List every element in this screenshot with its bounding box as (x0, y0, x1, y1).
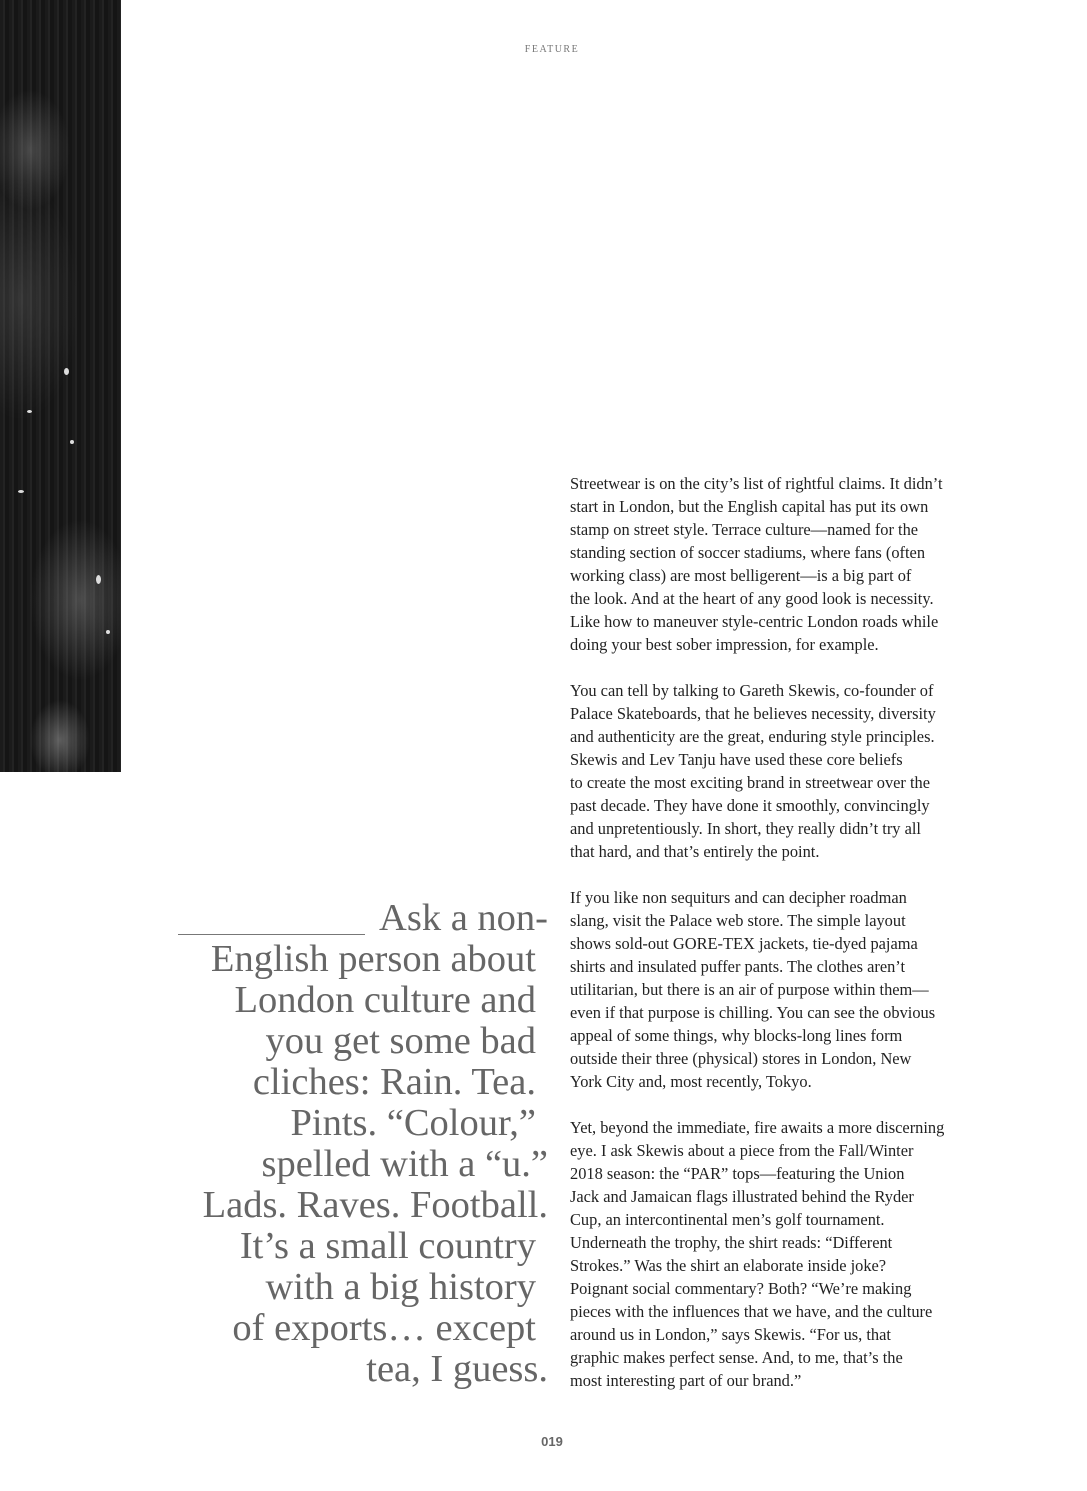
text-line: outside their three (physical) stores in London, New (570, 1049, 912, 1068)
text-line: York City and, most recently, Tokyo. (570, 1072, 812, 1091)
text-line: eye. I ask Skewis about a piece from the Fall/Winter (570, 1141, 914, 1160)
text-line: slang, visit the Palace web store. The simple layout (570, 911, 906, 930)
text-line: working class) are most belligerent—is a big part of (570, 566, 912, 585)
paragraph (570, 1116, 990, 1392)
pull-quote-line: London culture and (234, 979, 536, 1021)
text-line: Underneath the trophy, the shirt reads: “Different (570, 1233, 893, 1252)
text-line: that hard, and that’s entirely the point. (570, 842, 820, 861)
text-line: Cup, an intercontinental men’s golf tournament. (570, 1210, 885, 1229)
text-line: Poignant social commentary? Both? “We’re making (570, 1279, 912, 1298)
paragraph (570, 886, 990, 1093)
pull-quote-line: of exports… except (232, 1307, 536, 1349)
text-line: Like how to maneuver style-centric London roads while (570, 612, 939, 631)
section-label: FEATURE (524, 44, 580, 55)
paragraph (570, 679, 990, 863)
pull-quote-line: It’s a small country (239, 1225, 536, 1267)
pull-quote-line: spelled with a “u.” (261, 1143, 548, 1185)
pull-quote-line: Ask a non- (379, 897, 548, 939)
text-line: stamp on street style. Terrace culture—named for the (570, 520, 919, 539)
text-line: Yet, beyond the immediate, fire awaits a more discerning (570, 1118, 945, 1137)
text-line: Palace Skateboards, that he believes necessity, diversity (570, 704, 936, 723)
text-line: appeal of some things, why blocks-long lines form (570, 1026, 903, 1045)
text-line: pieces with the influences that we have, and the culture (570, 1302, 933, 1321)
text-line: 2018 season: the “PAR” tops—featuring the Union (570, 1164, 905, 1183)
article-body (570, 472, 990, 1415)
text-line: start in London, but the English capital has put its own (570, 497, 929, 516)
pull-quote-line: Lads. Raves. Football. (202, 1184, 548, 1226)
pull-quote-line: English person about (210, 938, 536, 980)
pull-quote (170, 898, 548, 1390)
text-line: Streetwear is on the city’s list of rightful claims. It didn’t (570, 474, 943, 493)
text-line: most interesting part of our brand.” (570, 1371, 802, 1390)
text-line: shows sold-out GORE-TEX jackets, tie-dyed pajama (570, 934, 918, 953)
text-line: to create the most exciting brand in streetwear over the (570, 773, 930, 792)
pull-quote-line: you get some bad (265, 1020, 536, 1062)
text-line: Jack and Jamaican flags illustrated behind the Ryder (570, 1187, 914, 1206)
text-line: graphic makes perfect sense. And, to me, that’s the (570, 1348, 903, 1367)
paragraph (570, 472, 990, 656)
text-line: around us in London,” says Skewis. “For us, that (570, 1325, 891, 1344)
page-number: 019 (541, 1434, 563, 1449)
text-line: past decade. They have done it smoothly, convincingly (570, 796, 930, 815)
text-line: doing your best sober impression, for example. (570, 635, 879, 654)
pull-quote-line: with a big history (265, 1266, 536, 1308)
text-line: the look. And at the heart of any good look is necessity. (570, 589, 934, 608)
text-line: even if that purpose is chilling. You can see the obvious (570, 1003, 936, 1022)
text-line: standing section of soccer stadiums, where fans (often (570, 543, 926, 562)
text-line: Strokes.” Was the shirt an elaborate inside joke? (570, 1256, 887, 1275)
pull-quote-line: cliches: Rain. Tea. (252, 1061, 536, 1103)
pull-quote-line: Pints. “Colour,” (290, 1102, 536, 1144)
text-line: shirts and insulated puffer pants. The clothes aren’t (570, 957, 906, 976)
text-line: and unpretentiously. In short, they really didn’t try all (570, 819, 921, 838)
text-line: If you like non sequiturs and can decipher roadman (570, 888, 907, 907)
photo-strip (0, 0, 121, 772)
text-line: You can tell by talking to Gareth Skewis, co-founder of (570, 681, 934, 700)
text-line: Skewis and Lev Tanju have used these core beliefs (570, 750, 903, 769)
pull-quote-line: tea, I guess. (366, 1348, 548, 1390)
text-line: utilitarian, but there is an air of purpose within them— (570, 980, 929, 999)
text-line: and authenticity are the great, enduring style principles. (570, 727, 935, 746)
